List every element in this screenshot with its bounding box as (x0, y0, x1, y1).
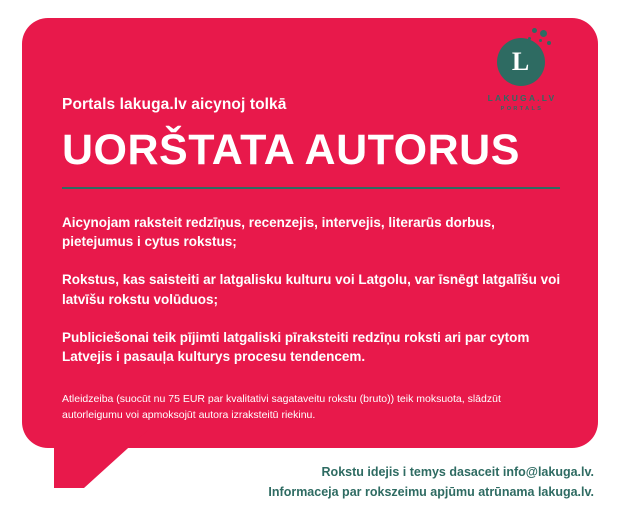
logo-name: LAKUGA.LV (487, 93, 557, 103)
divider (62, 187, 560, 189)
poster-note: Atleidzeiba (suocūt nu 75 EUR par kvalitativi sagataveitu rokstu (bruto)) teik moksuota, slādzūt autorleigumu voi apmoksojūt autora izraksteitū riekinu. (62, 393, 501, 421)
logo-dot-icon (547, 41, 551, 45)
logo-dot-icon (540, 30, 547, 37)
logo-subtitle: PORTALS (500, 106, 544, 112)
poster-footer (268, 463, 594, 502)
poster-paragraph: Aicynojam raksteit redzīņus, recenzejis, intervejis, literarūs dorbus, pietejumus i cytus rokstus; (62, 215, 495, 250)
logo-letter: L (511, 47, 531, 76)
logo-dot-icon (532, 28, 537, 33)
footer-line-contact: Rokstu idejis i temys dasaceit info@lakuga.lv. (321, 465, 594, 480)
poster-paragraph: Publiciešonai teik pījimti latgaliski pīraksteiti redzīņu roksti ari par cytom Latvejis i pasauļa kulturys procesu tendencem. (62, 329, 530, 364)
poster-paragraph: Rokstus, kas saisteiti ar latgalisku kulturu voi Latgolu, var īsnēgt latgalīšu voi latvīšu rokstu volūduos; (62, 272, 561, 307)
logo-dot-icon (539, 39, 542, 42)
footer-line-info: Informaceja par rokszeimu apjūmu atrūnama lakuga.lv. (268, 484, 594, 499)
speech-bubble-tail (54, 430, 148, 488)
poster-content (62, 96, 570, 424)
poster-kicker: Portals lakuga.lv aicynoj tolkā (62, 96, 287, 113)
logo-mark (493, 28, 551, 86)
logo-dot-icon (528, 37, 531, 40)
page-title: UORŠTATA AUTORUS (62, 126, 520, 174)
